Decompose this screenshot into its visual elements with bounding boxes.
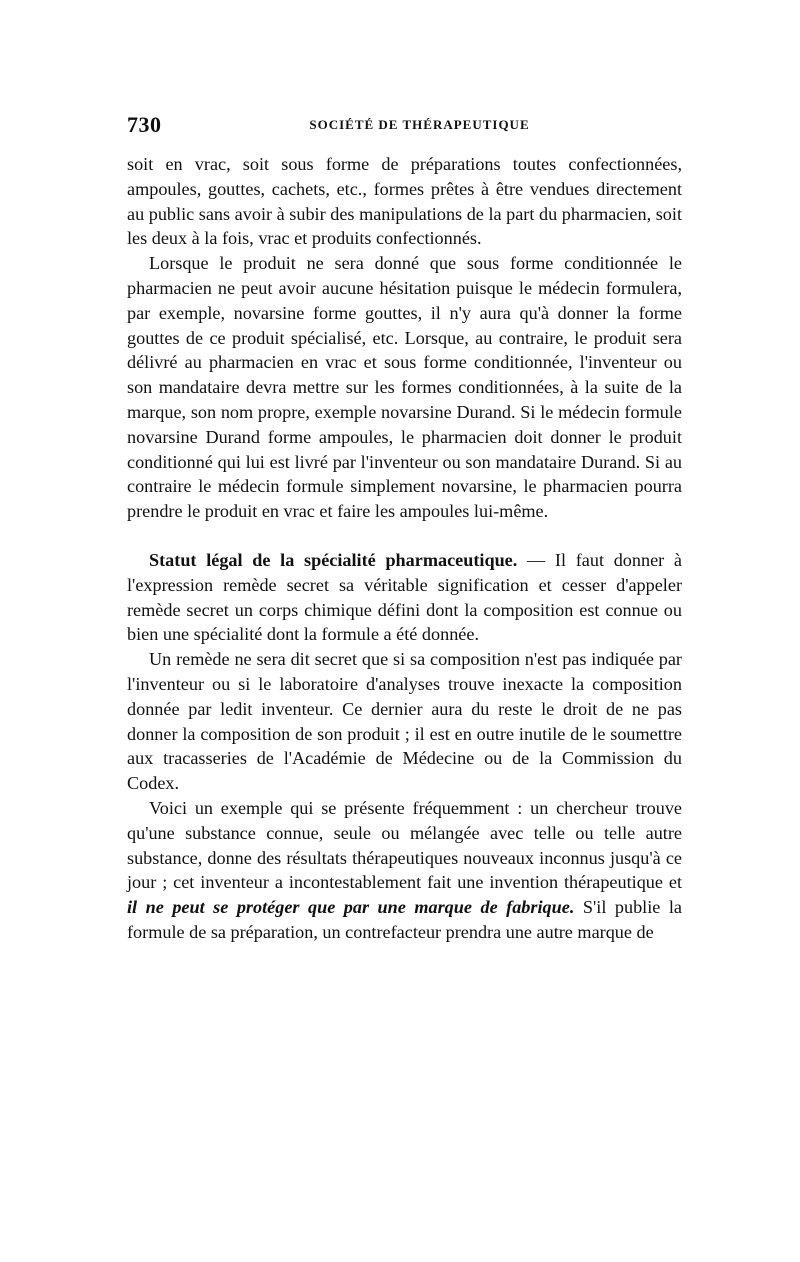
body-text: [127, 152, 682, 945]
section-title: Statut légal de la spécialité pharmaceutique.: [149, 549, 518, 570]
paragraph-5-start: Voici un exemple qui se présente fréquemment : un chercheur trouve qu'une substance connue, seule ou mélangée avec telle ou telle autre substance, donne des résultats thérapeutiques nouveaux inconnus jusqu'à ce jour ; cet inventeur a incontestablement fait une invention thérapeutique et: [127, 797, 682, 893]
paragraph-5-italic: il ne peut se protéger que par une marque de fabrique.: [127, 897, 575, 918]
section-gap: [127, 524, 682, 548]
paragraph-3-text: — Il faut donner à l'expression remède secret sa véritable signification et cesser d'appeler remède secret un corps chimique défini dont la composition est connue ou bien une spécialité dont la formule a été donnée.: [127, 549, 682, 645]
page-number: 730: [127, 112, 162, 137]
book-page: [127, 112, 682, 945]
paragraph-5: [127, 796, 682, 945]
paragraph-3: [127, 548, 682, 647]
page-header: [127, 112, 682, 144]
paragraph-5-end: S'il publie la formule de sa préparation, un contrefacteur prendra une autre marque de: [127, 897, 682, 942]
paragraph-2: Lorsque le produit ne sera donné que sous forme conditionnée le pharmacien ne peut avoir aucune hésitation puisque le médecin formulera, par exemple, novarsine forme gouttes, il n'y aura qu'à donner la forme gouttes de ce produit spécialisé, etc. Lorsque, au contraire, le produit sera délivré au pharmacien en vrac et sous forme conditionnée, l'inventeur ou son mandataire devra mettre sur les formes conditionnées, à la suite de la marque, son nom propre, exemple novarsine Durand. Si le médecin formule novarsine Durand forme ampoules, le pharmacien doit donner le produit conditionné qui lui est livré par l'inventeur ou son mandataire Durand. Si au contraire le médecin formule simplement novarsine, le pharmacien pourra prendre le produit en vrac et faire les ampoules lui-même.: [127, 253, 682, 522]
paragraph-1: soit en vrac, soit sous forme de préparations toutes confectionnées, ampoules, gouttes, cachets, etc., formes prêtes à être vendues directement au public sans avoir à subir des manipulations de la part du pharmacien, soit les deux à la fois, vrac et produits confectionnés.: [127, 154, 682, 249]
paragraph-4: Un remède ne sera dit secret que si sa composition n'est pas indiquée par l'inventeur ou si le laboratoire d'analyses trouve inexacte la composition donnée par ledit inventeur. Ce dernier aura du reste le droit de ne pas donner la composition de son produit ; il est en outre inutile de le soumettre aux tracasseries de l'Académie de Médecine ou de la Commission du Codex.: [127, 649, 682, 794]
running-title: SOCIÉTÉ DE THÉRAPEUTIQUE: [309, 117, 530, 132]
